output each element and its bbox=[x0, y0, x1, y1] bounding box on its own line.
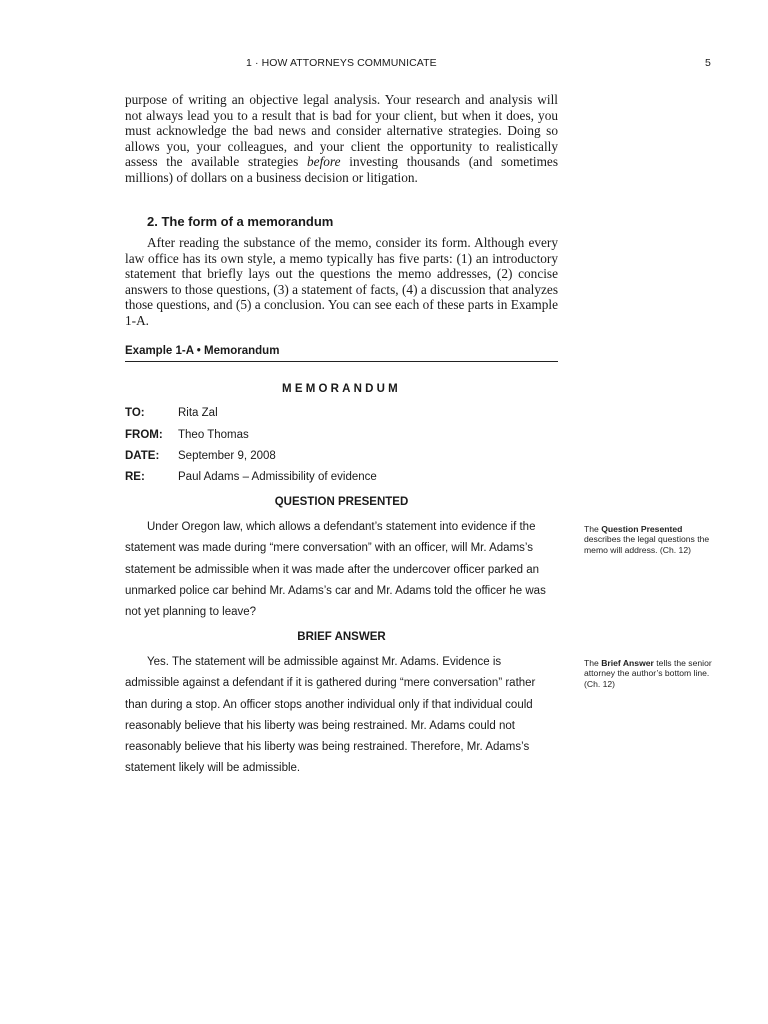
memo-header-label: RE: bbox=[125, 471, 145, 483]
running-head bbox=[0, 57, 768, 71]
margin-note-prefix: The bbox=[584, 658, 602, 668]
page-number: 5 bbox=[705, 57, 711, 69]
memo-header-value: Rita Zal bbox=[178, 407, 218, 419]
memo-header-value: Paul Adams – Admissibility of evidence bbox=[178, 471, 377, 483]
memo-header-value: Theo Thomas bbox=[178, 429, 249, 441]
margin-note-text: tells the senior attorney the author’s bottom line. (Ch. 12) bbox=[584, 658, 712, 689]
memo-header-label: TO: bbox=[125, 407, 145, 419]
brief-answer-body: Yes. The statement will be admissible against Mr. Adams. Evidence is admissible against a defendant if it is gathered during “mere conversation” rather than during a stop. An officer stops another individual only if that individual could reasonably believe that his liberty was being restrained. Mr. Adams could not reasonably believe that his liberty was being restrained. Therefore, Mr. Adams’s statement likely will be admissible. bbox=[125, 656, 536, 775]
example-rule bbox=[125, 361, 558, 362]
question-presented-heading: QUESTION PRESENTED bbox=[274, 496, 409, 508]
brief-answer-heading: BRIEF ANSWER bbox=[297, 631, 386, 643]
memo-header-value: September 9, 2008 bbox=[178, 450, 276, 462]
memo-header-label: DATE: bbox=[125, 450, 160, 462]
intro-text-part2: investing thousands (and sometimes millions) of dollars on a business decision or litigation. bbox=[125, 154, 558, 185]
example-caption: Example 1-A • Memorandum bbox=[125, 345, 280, 357]
margin-note-prefix: The bbox=[584, 524, 602, 534]
margin-note-term: Brief Answer bbox=[601, 658, 654, 668]
margin-note-text: describes the legal questions the memo will address. (Ch. 12) bbox=[584, 534, 710, 555]
running-head-title: 1 · HOW ATTORNEYS COMMUNICATE bbox=[246, 57, 437, 69]
intro-text-part1: purpose of writing an objective legal analysis. Your research and analysis will not always lead you to a result that is bad for your client, but when it does, you must acknowledge the bad news and consider alternative strategies. Doing so allows you, your colleagues, and your client the opportunity to realistically assess the available strategies bbox=[125, 92, 558, 170]
form-paragraph: After reading the substance of the memo, consider its form. Although every law office has its own style, a memo typically has five parts: (1) an introductory statement that briefly lays out the questions the memo addresses, (2) concise answers to those questions, (3) a statement of facts, (4) a discussion that analyzes those questions, and (5) a conclusion. You can see each of these parts in Example 1-A. bbox=[125, 235, 558, 328]
intro-emphasis: before bbox=[307, 154, 341, 170]
margin-note-question-presented bbox=[584, 524, 712, 555]
memo-title: MEMORANDUM bbox=[282, 383, 401, 395]
margin-note-brief-answer bbox=[584, 658, 712, 689]
intro-paragraph bbox=[125, 92, 558, 186]
margin-note-term: Question Presented bbox=[601, 524, 683, 534]
section-heading: 2. The form of a memorandum bbox=[147, 214, 334, 229]
question-presented-body: Under Oregon law, which allows a defendant’s statement into evidence if the statement was made during “mere conversation” with an officer, will Mr. Adams’s statement be admissible when it was made after the undercover officer parked an unmarked police car behind Mr. Adams’s car and Mr. Adams told the officer he was not yet planning to leave? bbox=[125, 521, 546, 619]
memo-header-label: FROM: bbox=[125, 429, 163, 441]
